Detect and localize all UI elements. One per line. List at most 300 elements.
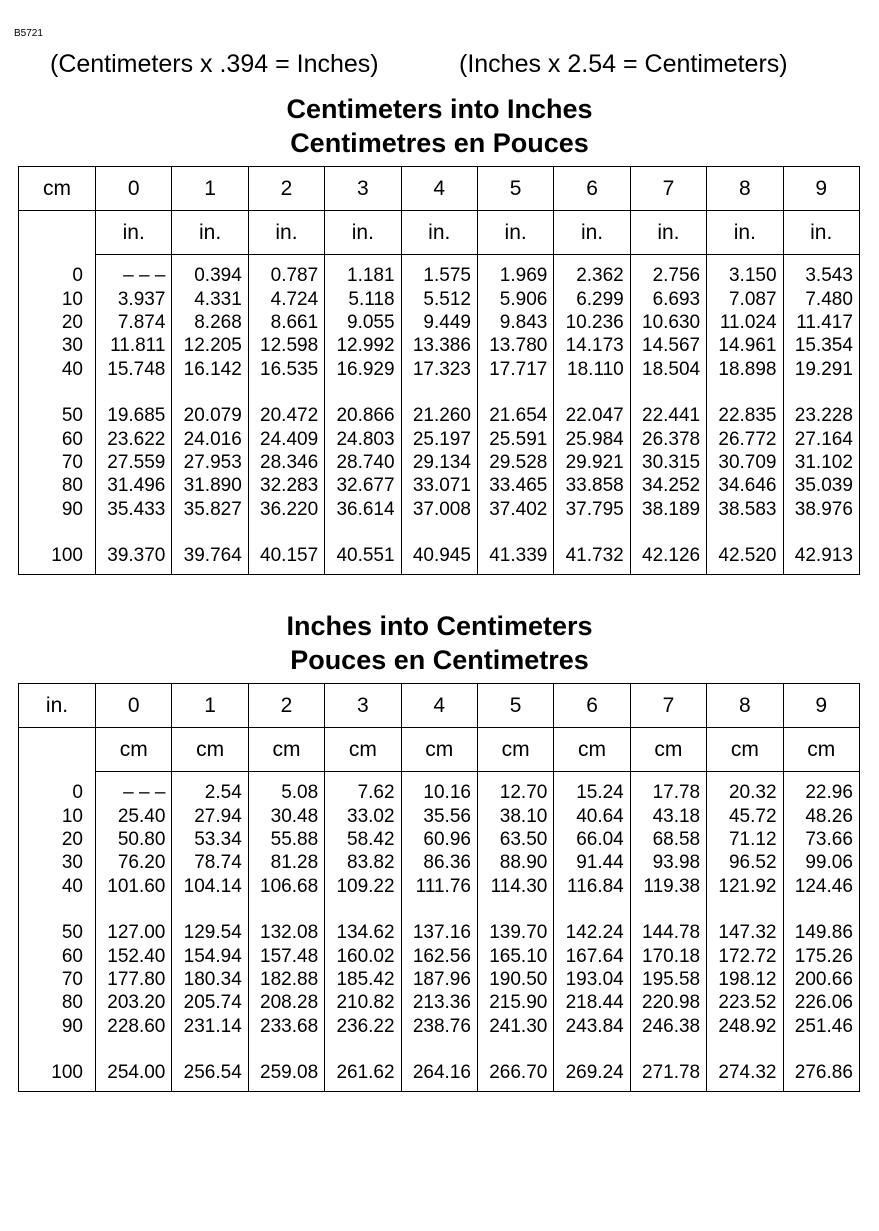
value-cell: 18.504 — [630, 358, 706, 381]
table-row — [19, 875, 860, 898]
value-cell: 73.66 — [783, 828, 859, 851]
spacer-cell — [19, 772, 96, 782]
gap-cell — [401, 381, 477, 404]
value-cell: 5.08 — [248, 781, 324, 804]
table2-title-en: Inches into Centimeters — [286, 611, 593, 641]
column-digit-9: 9 — [783, 684, 859, 728]
value-cell: 22.835 — [707, 404, 783, 427]
value-cell: 15.24 — [554, 781, 630, 804]
table-row — [19, 828, 860, 851]
value-cell: 37.402 — [477, 498, 553, 521]
gap-cell — [630, 381, 706, 404]
value-cell: 35.433 — [96, 498, 172, 521]
spacer-cell — [554, 255, 630, 265]
column-digit-1: 1 — [172, 167, 248, 211]
column-unit-6: in. — [554, 211, 630, 255]
spacer-cell — [783, 1084, 859, 1092]
value-cell: 152.40 — [96, 944, 172, 967]
gap-cell — [554, 1038, 630, 1061]
table-row — [19, 944, 860, 967]
value-cell: 3.543 — [783, 264, 859, 287]
value-cell: 18.110 — [554, 358, 630, 381]
value-cell: – – – — [96, 781, 172, 804]
value-cell: 28.740 — [325, 451, 401, 474]
column-unit-5: in. — [477, 211, 553, 255]
value-cell: 269.24 — [554, 1061, 630, 1084]
value-cell: 29.134 — [401, 451, 477, 474]
gap-cell — [172, 521, 248, 544]
value-cell: 160.02 — [325, 944, 401, 967]
value-cell: 165.10 — [477, 944, 553, 967]
value-cell: 2.756 — [630, 264, 706, 287]
value-cell: 203.20 — [96, 991, 172, 1014]
table-row — [19, 851, 860, 874]
column-unit-5: cm — [477, 728, 553, 772]
spacer-cell — [783, 567, 859, 575]
value-cell: 254.00 — [96, 1061, 172, 1084]
value-cell: 45.72 — [707, 804, 783, 827]
value-cell: 25.40 — [96, 804, 172, 827]
spacer-cell — [96, 255, 172, 265]
value-cell: 0.787 — [248, 264, 324, 287]
value-cell: 185.42 — [325, 968, 401, 991]
gap-cell — [172, 381, 248, 404]
value-cell: 55.88 — [248, 828, 324, 851]
table-row — [19, 544, 860, 567]
value-cell: 22.96 — [783, 781, 859, 804]
value-cell: 29.921 — [554, 451, 630, 474]
spacer-cell — [707, 255, 783, 265]
gap-cell — [19, 1038, 96, 1061]
value-cell: 39.764 — [172, 544, 248, 567]
value-cell: 182.88 — [248, 968, 324, 991]
gap-cell — [325, 521, 401, 544]
value-cell: 121.92 — [707, 875, 783, 898]
value-cell: 27.94 — [172, 804, 248, 827]
value-cell: 48.26 — [783, 804, 859, 827]
value-cell: 23.622 — [96, 427, 172, 450]
value-cell: 26.378 — [630, 427, 706, 450]
column-unit-6: cm — [554, 728, 630, 772]
value-cell: 16.929 — [325, 358, 401, 381]
value-cell: 11.024 — [707, 311, 783, 334]
gap-cell — [554, 898, 630, 921]
spacer-cell — [325, 772, 401, 782]
value-cell: 24.016 — [172, 427, 248, 450]
row-label: 20 — [19, 311, 96, 334]
gap-cell — [477, 898, 553, 921]
spacer-cell — [707, 1084, 783, 1092]
value-cell: 42.913 — [783, 544, 859, 567]
value-cell: 41.732 — [554, 544, 630, 567]
value-cell: 42.126 — [630, 544, 706, 567]
value-cell: 32.677 — [325, 474, 401, 497]
value-cell: 132.08 — [248, 921, 324, 944]
gap-cell — [96, 1038, 172, 1061]
spacer-cell — [554, 1084, 630, 1092]
column-unit-0: in. — [96, 211, 172, 255]
unit-row-blank — [19, 211, 96, 255]
gap-cell — [248, 381, 324, 404]
value-cell: 16.535 — [248, 358, 324, 381]
value-cell: 170.18 — [630, 944, 706, 967]
value-cell: 114.30 — [477, 875, 553, 898]
value-cell: 25.591 — [477, 427, 553, 450]
corner-unit-label: cm — [19, 167, 96, 211]
table2-title — [0, 609, 879, 677]
value-cell: 17.323 — [401, 358, 477, 381]
value-cell: 101.60 — [96, 875, 172, 898]
value-cell: 231.14 — [172, 1015, 248, 1038]
table-row — [19, 474, 860, 497]
value-cell: 149.86 — [783, 921, 859, 944]
value-cell: 2.362 — [554, 264, 630, 287]
value-cell: 99.06 — [783, 851, 859, 874]
value-cell: 3.937 — [96, 287, 172, 310]
value-cell: 251.46 — [783, 1015, 859, 1038]
row-label: 90 — [19, 498, 96, 521]
spacer-cell — [325, 1084, 401, 1092]
gap-cell — [172, 898, 248, 921]
value-cell: 38.189 — [630, 498, 706, 521]
value-cell: 76.20 — [96, 851, 172, 874]
column-digit-7: 7 — [630, 684, 706, 728]
value-cell: 58.42 — [325, 828, 401, 851]
value-cell: 36.614 — [325, 498, 401, 521]
value-cell: 233.68 — [248, 1015, 324, 1038]
gap-cell — [707, 898, 783, 921]
value-cell: 71.12 — [707, 828, 783, 851]
value-cell: 218.44 — [554, 991, 630, 1014]
spacer-cell — [248, 255, 324, 265]
value-cell: 266.70 — [477, 1061, 553, 1084]
column-unit-9: cm — [783, 728, 859, 772]
value-cell: 205.74 — [172, 991, 248, 1014]
spacer-cell — [172, 1084, 248, 1092]
row-label: 40 — [19, 358, 96, 381]
value-cell: 208.28 — [248, 991, 324, 1014]
gap-cell — [707, 381, 783, 404]
value-cell: 17.78 — [630, 781, 706, 804]
spacer-cell — [401, 1084, 477, 1092]
gap-cell — [783, 521, 859, 544]
row-label: 10 — [19, 287, 96, 310]
value-cell: 27.953 — [172, 451, 248, 474]
row-label: 0 — [19, 264, 96, 287]
gap-cell — [630, 521, 706, 544]
value-cell: 14.961 — [707, 334, 783, 357]
value-cell: 215.90 — [477, 991, 553, 1014]
value-cell: 42.520 — [707, 544, 783, 567]
gap-cell — [96, 521, 172, 544]
value-cell: 25.984 — [554, 427, 630, 450]
spacer-cell — [19, 567, 96, 575]
cm-to-inches-table — [18, 166, 860, 575]
value-cell: 10.236 — [554, 311, 630, 334]
value-cell: 187.96 — [401, 968, 477, 991]
value-cell: 33.02 — [325, 804, 401, 827]
column-unit-2: in. — [248, 211, 324, 255]
spacer-cell — [783, 772, 859, 782]
spacer-cell — [172, 567, 248, 575]
value-cell: 1.969 — [477, 264, 553, 287]
bottom-spacer-row — [19, 1084, 860, 1092]
unit-row-blank — [19, 728, 96, 772]
value-cell: 10.16 — [401, 781, 477, 804]
value-cell: 10.630 — [630, 311, 706, 334]
gap-cell — [783, 381, 859, 404]
spacer-cell — [707, 772, 783, 782]
row-label: 60 — [19, 427, 96, 450]
value-cell: 4.724 — [248, 287, 324, 310]
value-cell: 32.283 — [248, 474, 324, 497]
value-cell: 66.04 — [554, 828, 630, 851]
value-cell: 21.654 — [477, 404, 553, 427]
table-row — [19, 334, 860, 357]
value-cell: 12.70 — [477, 781, 553, 804]
table1-title-fr: Centimetres en Pouces — [290, 128, 589, 158]
value-cell: 88.90 — [477, 851, 553, 874]
value-cell: 28.346 — [248, 451, 324, 474]
value-cell: 14.173 — [554, 334, 630, 357]
column-digit-7: 7 — [630, 167, 706, 211]
value-cell: 31.496 — [96, 474, 172, 497]
spacer-cell — [248, 567, 324, 575]
value-cell: 177.80 — [96, 968, 172, 991]
group-gap — [19, 898, 860, 921]
value-cell: 11.811 — [96, 334, 172, 357]
row-label: 50 — [19, 921, 96, 944]
value-cell: 13.780 — [477, 334, 553, 357]
spacer-cell — [477, 772, 553, 782]
value-cell: 33.858 — [554, 474, 630, 497]
table-row — [19, 264, 860, 287]
value-cell: 25.197 — [401, 427, 477, 450]
value-cell: 180.34 — [172, 968, 248, 991]
gap-cell — [325, 381, 401, 404]
value-cell: 22.441 — [630, 404, 706, 427]
value-cell: 6.693 — [630, 287, 706, 310]
value-cell: 7.874 — [96, 311, 172, 334]
value-cell: 220.98 — [630, 991, 706, 1014]
column-digit-6: 6 — [554, 684, 630, 728]
row-label: 70 — [19, 968, 96, 991]
table-row — [19, 287, 860, 310]
value-cell: – – – — [96, 264, 172, 287]
column-digit-4: 4 — [401, 684, 477, 728]
value-cell: 96.52 — [707, 851, 783, 874]
value-cell: 256.54 — [172, 1061, 248, 1084]
value-cell: 23.228 — [783, 404, 859, 427]
value-cell: 6.299 — [554, 287, 630, 310]
value-cell: 50.80 — [96, 828, 172, 851]
gap-cell — [477, 521, 553, 544]
value-cell: 1.575 — [401, 264, 477, 287]
row-label: 80 — [19, 474, 96, 497]
gap-cell — [401, 521, 477, 544]
document-code: B5721 — [14, 28, 43, 39]
value-cell: 190.50 — [477, 968, 553, 991]
value-cell: 39.370 — [96, 544, 172, 567]
table1-title — [0, 92, 879, 160]
gap-cell — [172, 1038, 248, 1061]
value-cell: 213.36 — [401, 991, 477, 1014]
value-cell: 172.72 — [707, 944, 783, 967]
value-cell: 38.10 — [477, 804, 553, 827]
table-row — [19, 451, 860, 474]
group-gap — [19, 1038, 860, 1061]
value-cell: 223.52 — [707, 991, 783, 1014]
value-cell: 38.583 — [707, 498, 783, 521]
value-cell: 83.82 — [325, 851, 401, 874]
row-label: 20 — [19, 828, 96, 851]
column-digit-1: 1 — [172, 684, 248, 728]
value-cell: 271.78 — [630, 1061, 706, 1084]
value-cell: 246.38 — [630, 1015, 706, 1038]
table-row — [19, 1061, 860, 1084]
value-cell: 119.38 — [630, 875, 706, 898]
value-cell: 33.465 — [477, 474, 553, 497]
value-cell: 63.50 — [477, 828, 553, 851]
spacer-cell — [630, 1084, 706, 1092]
value-cell: 7.087 — [707, 287, 783, 310]
spacer-cell — [96, 1084, 172, 1092]
value-cell: 20.866 — [325, 404, 401, 427]
value-cell: 228.60 — [96, 1015, 172, 1038]
inches-to-cm-table — [18, 683, 860, 1092]
gap-cell — [325, 1038, 401, 1061]
value-cell: 30.48 — [248, 804, 324, 827]
value-cell: 9.055 — [325, 311, 401, 334]
unit-row — [19, 211, 860, 255]
value-cell: 210.82 — [325, 991, 401, 1014]
table-row — [19, 1015, 860, 1038]
gap-cell — [325, 898, 401, 921]
value-cell: 5.512 — [401, 287, 477, 310]
gap-cell — [630, 1038, 706, 1061]
spacer-cell — [630, 567, 706, 575]
value-cell: 31.890 — [172, 474, 248, 497]
value-cell: 24.409 — [248, 427, 324, 450]
row-label: 40 — [19, 875, 96, 898]
value-cell: 1.181 — [325, 264, 401, 287]
gap-cell — [248, 898, 324, 921]
value-cell: 142.24 — [554, 921, 630, 944]
row-label: 30 — [19, 334, 96, 357]
value-cell: 9.843 — [477, 311, 553, 334]
value-cell: 18.898 — [707, 358, 783, 381]
value-cell: 37.008 — [401, 498, 477, 521]
table-row — [19, 358, 860, 381]
value-cell: 78.74 — [172, 851, 248, 874]
value-cell: 8.268 — [172, 311, 248, 334]
spacer-row — [19, 772, 860, 782]
value-cell: 68.58 — [630, 828, 706, 851]
column-digit-4: 4 — [401, 167, 477, 211]
gap-cell — [401, 1038, 477, 1061]
spacer-cell — [19, 255, 96, 265]
spacer-cell — [248, 1084, 324, 1092]
value-cell: 259.08 — [248, 1061, 324, 1084]
spacer-cell — [401, 772, 477, 782]
row-label: 100 — [19, 544, 96, 567]
column-digit-0: 0 — [96, 684, 172, 728]
value-cell: 167.64 — [554, 944, 630, 967]
header-row — [19, 684, 860, 728]
value-cell: 134.62 — [325, 921, 401, 944]
gap-cell — [19, 381, 96, 404]
spacer-cell — [172, 255, 248, 265]
value-cell: 248.92 — [707, 1015, 783, 1038]
value-cell: 40.551 — [325, 544, 401, 567]
spacer-cell — [248, 772, 324, 782]
value-cell: 9.449 — [401, 311, 477, 334]
value-cell: 127.00 — [96, 921, 172, 944]
value-cell: 4.331 — [172, 287, 248, 310]
row-label: 60 — [19, 944, 96, 967]
value-cell: 200.66 — [783, 968, 859, 991]
spacer-row — [19, 255, 860, 265]
row-label: 0 — [19, 781, 96, 804]
table-row — [19, 804, 860, 827]
value-cell: 7.480 — [783, 287, 859, 310]
column-unit-7: in. — [630, 211, 706, 255]
value-cell: 31.102 — [783, 451, 859, 474]
row-label: 70 — [19, 451, 96, 474]
column-unit-3: in. — [325, 211, 401, 255]
value-cell: 106.68 — [248, 875, 324, 898]
spacer-cell — [172, 772, 248, 782]
value-cell: 30.315 — [630, 451, 706, 474]
value-cell: 12.598 — [248, 334, 324, 357]
column-digit-3: 3 — [325, 167, 401, 211]
value-cell: 30.709 — [707, 451, 783, 474]
value-cell: 26.772 — [707, 427, 783, 450]
spacer-cell — [325, 567, 401, 575]
value-cell: 243.84 — [554, 1015, 630, 1038]
value-cell: 2.54 — [172, 781, 248, 804]
formula-cm-to-in: (Centimeters x .394 = Inches) — [50, 50, 379, 78]
value-cell: 198.12 — [707, 968, 783, 991]
table-row — [19, 311, 860, 334]
value-cell: 41.339 — [477, 544, 553, 567]
value-cell: 139.70 — [477, 921, 553, 944]
column-unit-1: in. — [172, 211, 248, 255]
formula-in-to-cm: (Inches x 2.54 = Centimeters) — [459, 50, 788, 78]
row-label: 30 — [19, 851, 96, 874]
table1-title-en: Centimeters into Inches — [286, 94, 593, 124]
value-cell: 0.394 — [172, 264, 248, 287]
value-cell: 36.220 — [248, 498, 324, 521]
column-digit-3: 3 — [325, 684, 401, 728]
value-cell: 8.661 — [248, 311, 324, 334]
value-cell: 17.717 — [477, 358, 553, 381]
spacer-cell — [707, 567, 783, 575]
value-cell: 86.36 — [401, 851, 477, 874]
value-cell: 162.56 — [401, 944, 477, 967]
spacer-cell — [19, 1084, 96, 1092]
column-unit-1: cm — [172, 728, 248, 772]
value-cell: 35.827 — [172, 498, 248, 521]
value-cell: 261.62 — [325, 1061, 401, 1084]
value-cell: 40.64 — [554, 804, 630, 827]
value-cell: 35.56 — [401, 804, 477, 827]
row-label: 100 — [19, 1061, 96, 1084]
value-cell: 238.76 — [401, 1015, 477, 1038]
value-cell: 274.32 — [707, 1061, 783, 1084]
value-cell: 43.18 — [630, 804, 706, 827]
value-cell: 20.079 — [172, 404, 248, 427]
